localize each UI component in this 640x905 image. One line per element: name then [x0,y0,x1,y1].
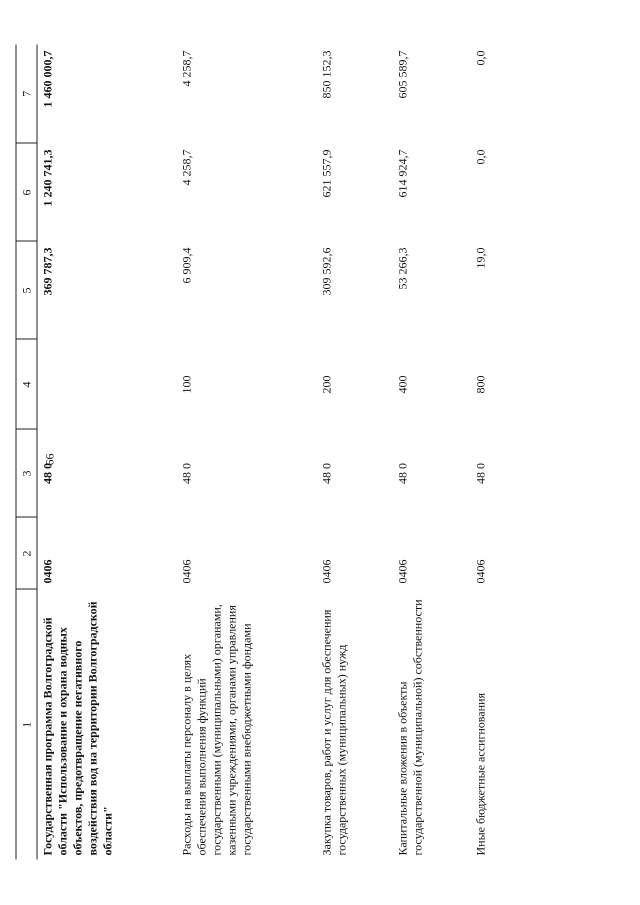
row-amount-5: 369 787,3 [40,247,55,296]
header-cell-1: 1 [16,590,37,860]
budget-table [16,45,497,860]
row-name: Капитальные вложения в объекты государственной (муниципальной) собственности [395,599,425,856]
header-row [16,45,37,860]
row-amount-6: 614 924,7 [395,149,410,198]
row-program: 48 0 [395,463,410,484]
budget-table-wrapper [16,45,546,860]
row-amount-5: 309 592,6 [319,247,334,296]
row-expense-type: 800 [473,375,488,394]
row-amount-7: 605 589,7 [395,50,410,99]
row-expense-type: 200 [319,375,334,394]
row-amount-6: 1 240 741,3 [40,149,55,207]
table-row [393,45,471,860]
row-name: Иные бюджетные ассигнования [473,693,488,856]
row-amount-7: 0,0 [473,50,488,66]
row-section: 0406 [40,559,55,584]
table-row [471,45,497,860]
row-amount-7: 850 152,3 [319,50,334,99]
header-cell-3: 3 [16,430,37,518]
row-expense-type: 100 [179,375,194,394]
row-expense-type [37,340,177,430]
row-amount-7: 4 258,7 [179,50,194,87]
row-name: Государственная программа Волгоградской области "Использование и охрана водных объектов, предотвращение негативного воздействия вод на территории Волгоградской области" [40,601,115,856]
table-row [317,45,393,860]
page-number: 66 [42,453,57,466]
header-cell-6: 6 [16,144,37,242]
row-section: 0406 [319,559,334,584]
row-name: Закупка товаров, работ и услуг для обеспечения государственных (муниципальных) нужд [319,609,349,856]
row-amount-5: 19,0 [473,247,488,269]
row-name: Расходы на выплаты персоналу в целях обеспечения выполнения функций государственными (муниципальными) органами, казенными учреждениями, органами управления государственными внебюджетными фондами [179,604,254,856]
table-row [177,45,317,860]
row-expense-type: 400 [395,375,410,394]
row-amount-6: 0,0 [473,149,488,165]
row-amount-5: 6 909,4 [179,247,194,284]
row-amount-7: 1 460 000,7 [40,50,55,108]
row-section: 0406 [395,559,410,584]
row-program: 48 0 [179,463,194,484]
row-amount-6: 621 557,9 [319,149,334,198]
row-section: 0406 [473,559,488,584]
header-cell-2: 2 [16,518,37,590]
row-amount-6: 4 258,7 [179,149,194,186]
row-program: 48 0 [473,463,488,484]
header-cell-7: 7 [16,45,37,144]
row-section: 0406 [179,559,194,584]
header-cell-4: 4 [16,340,37,430]
row-program: 48 0 [40,463,55,484]
row-amount-5: 53 266,3 [395,247,410,290]
table-row [37,45,177,860]
row-program: 48 0 [319,463,334,484]
header-cell-5: 5 [16,242,37,340]
